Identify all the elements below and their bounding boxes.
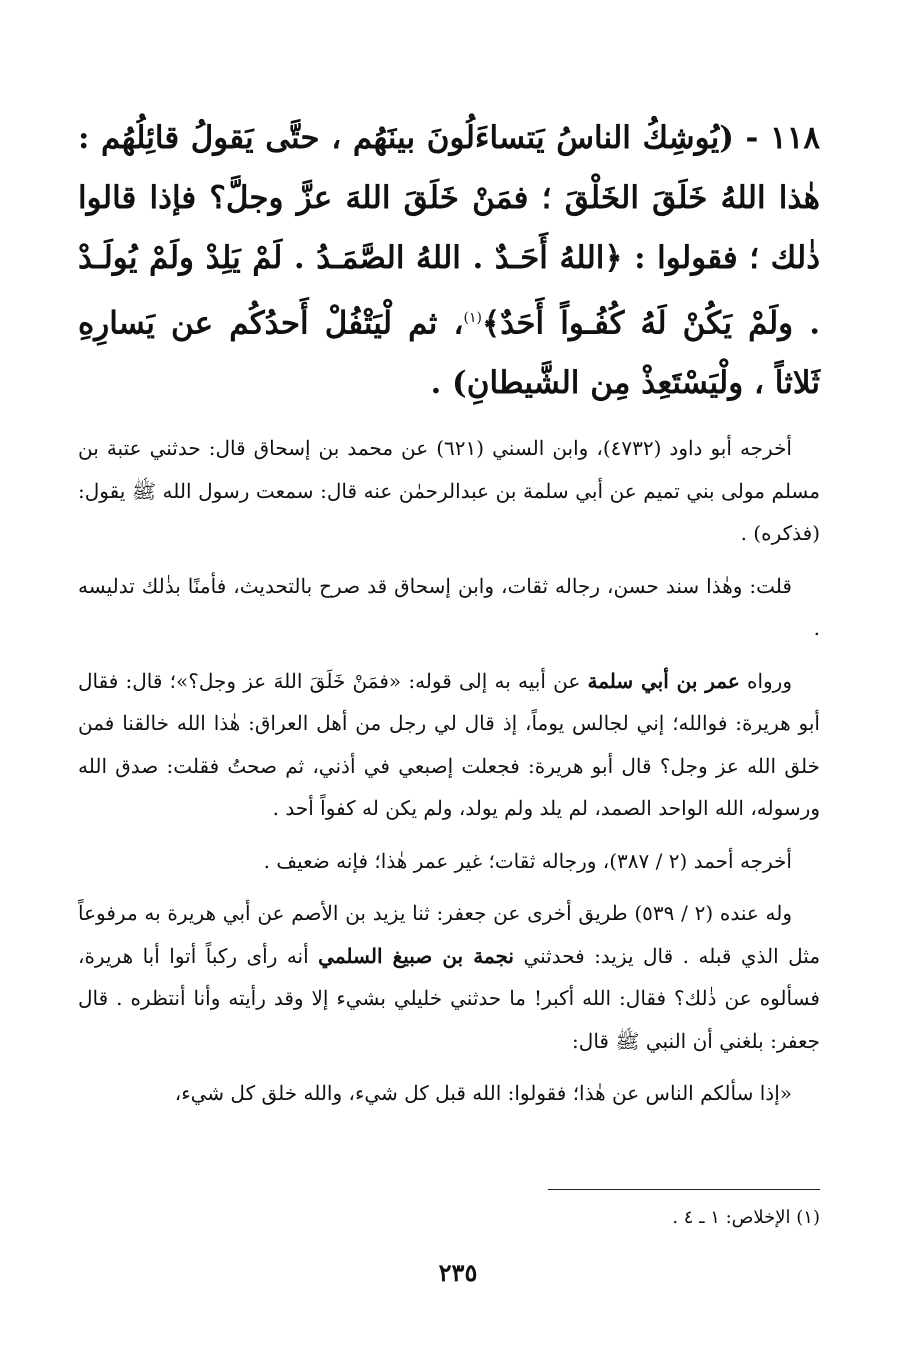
final-quote-paragraph: «إذا سألكم الناس عن هٰذا؛ فقولوا: الله قبل كل شيء، والله خلق كل شيء،: [174, 1081, 792, 1106]
narrator-name-umar: عمر بن أبي سلمة: [587, 668, 740, 693]
ahmad-takhrij-paragraph: أخرجه أحمد (٢ / ٣٨٧)، ورجاله ثقات؛ غير عمر هٰذا؛ فإنه ضعيف .: [263, 848, 792, 873]
page-number: ٢٣٥: [438, 1258, 478, 1287]
hadith-number: ١١٨: [770, 120, 820, 156]
other-route-paragraph: [78, 892, 820, 1062]
hadith-text-after-quran: ، ثم لْيَتْفُلْ أَحدُكُم عن يَسارِهِ ثَلاثاً ، ولْيَسْتَعِذْ مِن الشَّيطانِ) .: [78, 305, 820, 402]
footnote-1: (١) الإخلاص: ١ ـ ٤ .: [672, 1207, 820, 1228]
takhrij-paragraph: أخرجه أبو داود (٤٧٣٢)، وابن السني (٦٢١) عن محمد بن إسحاق قال: حدثني عتبة بن مسلم مولى بني تميم عن أبي سلمة بن عبدالرحمٰن عنه قال: سمعت رسول الله ﷺ يقول: (فذكره) .: [78, 436, 820, 546]
page-body: [78, 108, 820, 1115]
grading-paragraph: قلت: وهٰذا سند حسن، رجاله ثقات، وابن إسحاق قد صرح بالتحديث، فأمنًا بذٰلك تدليسه .: [78, 573, 820, 641]
quran-quote: ﴿اللهُ أَحَـدٌ . اللهُ الصَّمَـدُ . لَمْ يَلِدْ ولَمْ يُولَـدْ . ولَمْ يَكُنْ لَهُ كُفُـواً أَحَدٌ﴾: [78, 240, 820, 342]
narrator-name-najma: نجمة بن صبيغ السلمي: [318, 943, 514, 968]
hadith-118: [78, 108, 820, 413]
narration-start: ورواه: [746, 668, 792, 693]
footnote-marker[interactable]: (١): [463, 310, 482, 326]
narration-rest: عن أبيه به إلى قوله: «فمَنْ خَلَقَ اللهَ عز وجل؟»؛ قال: فقال أبو هريرة: فوالله؛ إني لجالس يوماً، إذ قال لي رجل من أهل العراق: هٰذا الله خالقنا فمن خلق الله عز وجل؟ قال أبو هريرة: فجعلت إصبعي في أذني، ثم صحتُ فقلت: صدق الله ورسوله، الله الواحد الصمد، لم يلد ولم يولد، ولم يكن له كفواً أحد .: [78, 668, 820, 821]
hadith-text-before-quran: - (يُوشِكُ الناسُ يَتساءَلُونَ بينَهُم ، حتَّى يَقولُ قائِلُهُم : هٰذا اللهُ خَلَقَ الخَلْقَ ؛ فمَنْ خَلَقَ اللهَ عزَّ وجلَّ؟ فإذا قالوا ذٰلك ؛ فقولوا :: [78, 120, 821, 276]
other-route-start: وله عنده (٢ / ٥٣٩) طريق أخرى عن جعفر: ثنا يزيد بن الأصم عن أبي هريرة به مرفوعاً مثل الذي قبله . قال يزيد: فحدثني: [78, 901, 821, 968]
footnote-divider: [548, 1189, 820, 1190]
other-route-rest: أنه رأى ركباً أتوا أبا هريرة، فسألوه عن ذٰلك؟ فقال: الله أكبر! ما حدثني خليلي بشيء إلا وقد رأيته وأنا أنتظره . قال جعفر: بلغني أن النبي ﷺ قال:: [78, 943, 820, 1053]
narration-paragraph: [78, 660, 820, 830]
